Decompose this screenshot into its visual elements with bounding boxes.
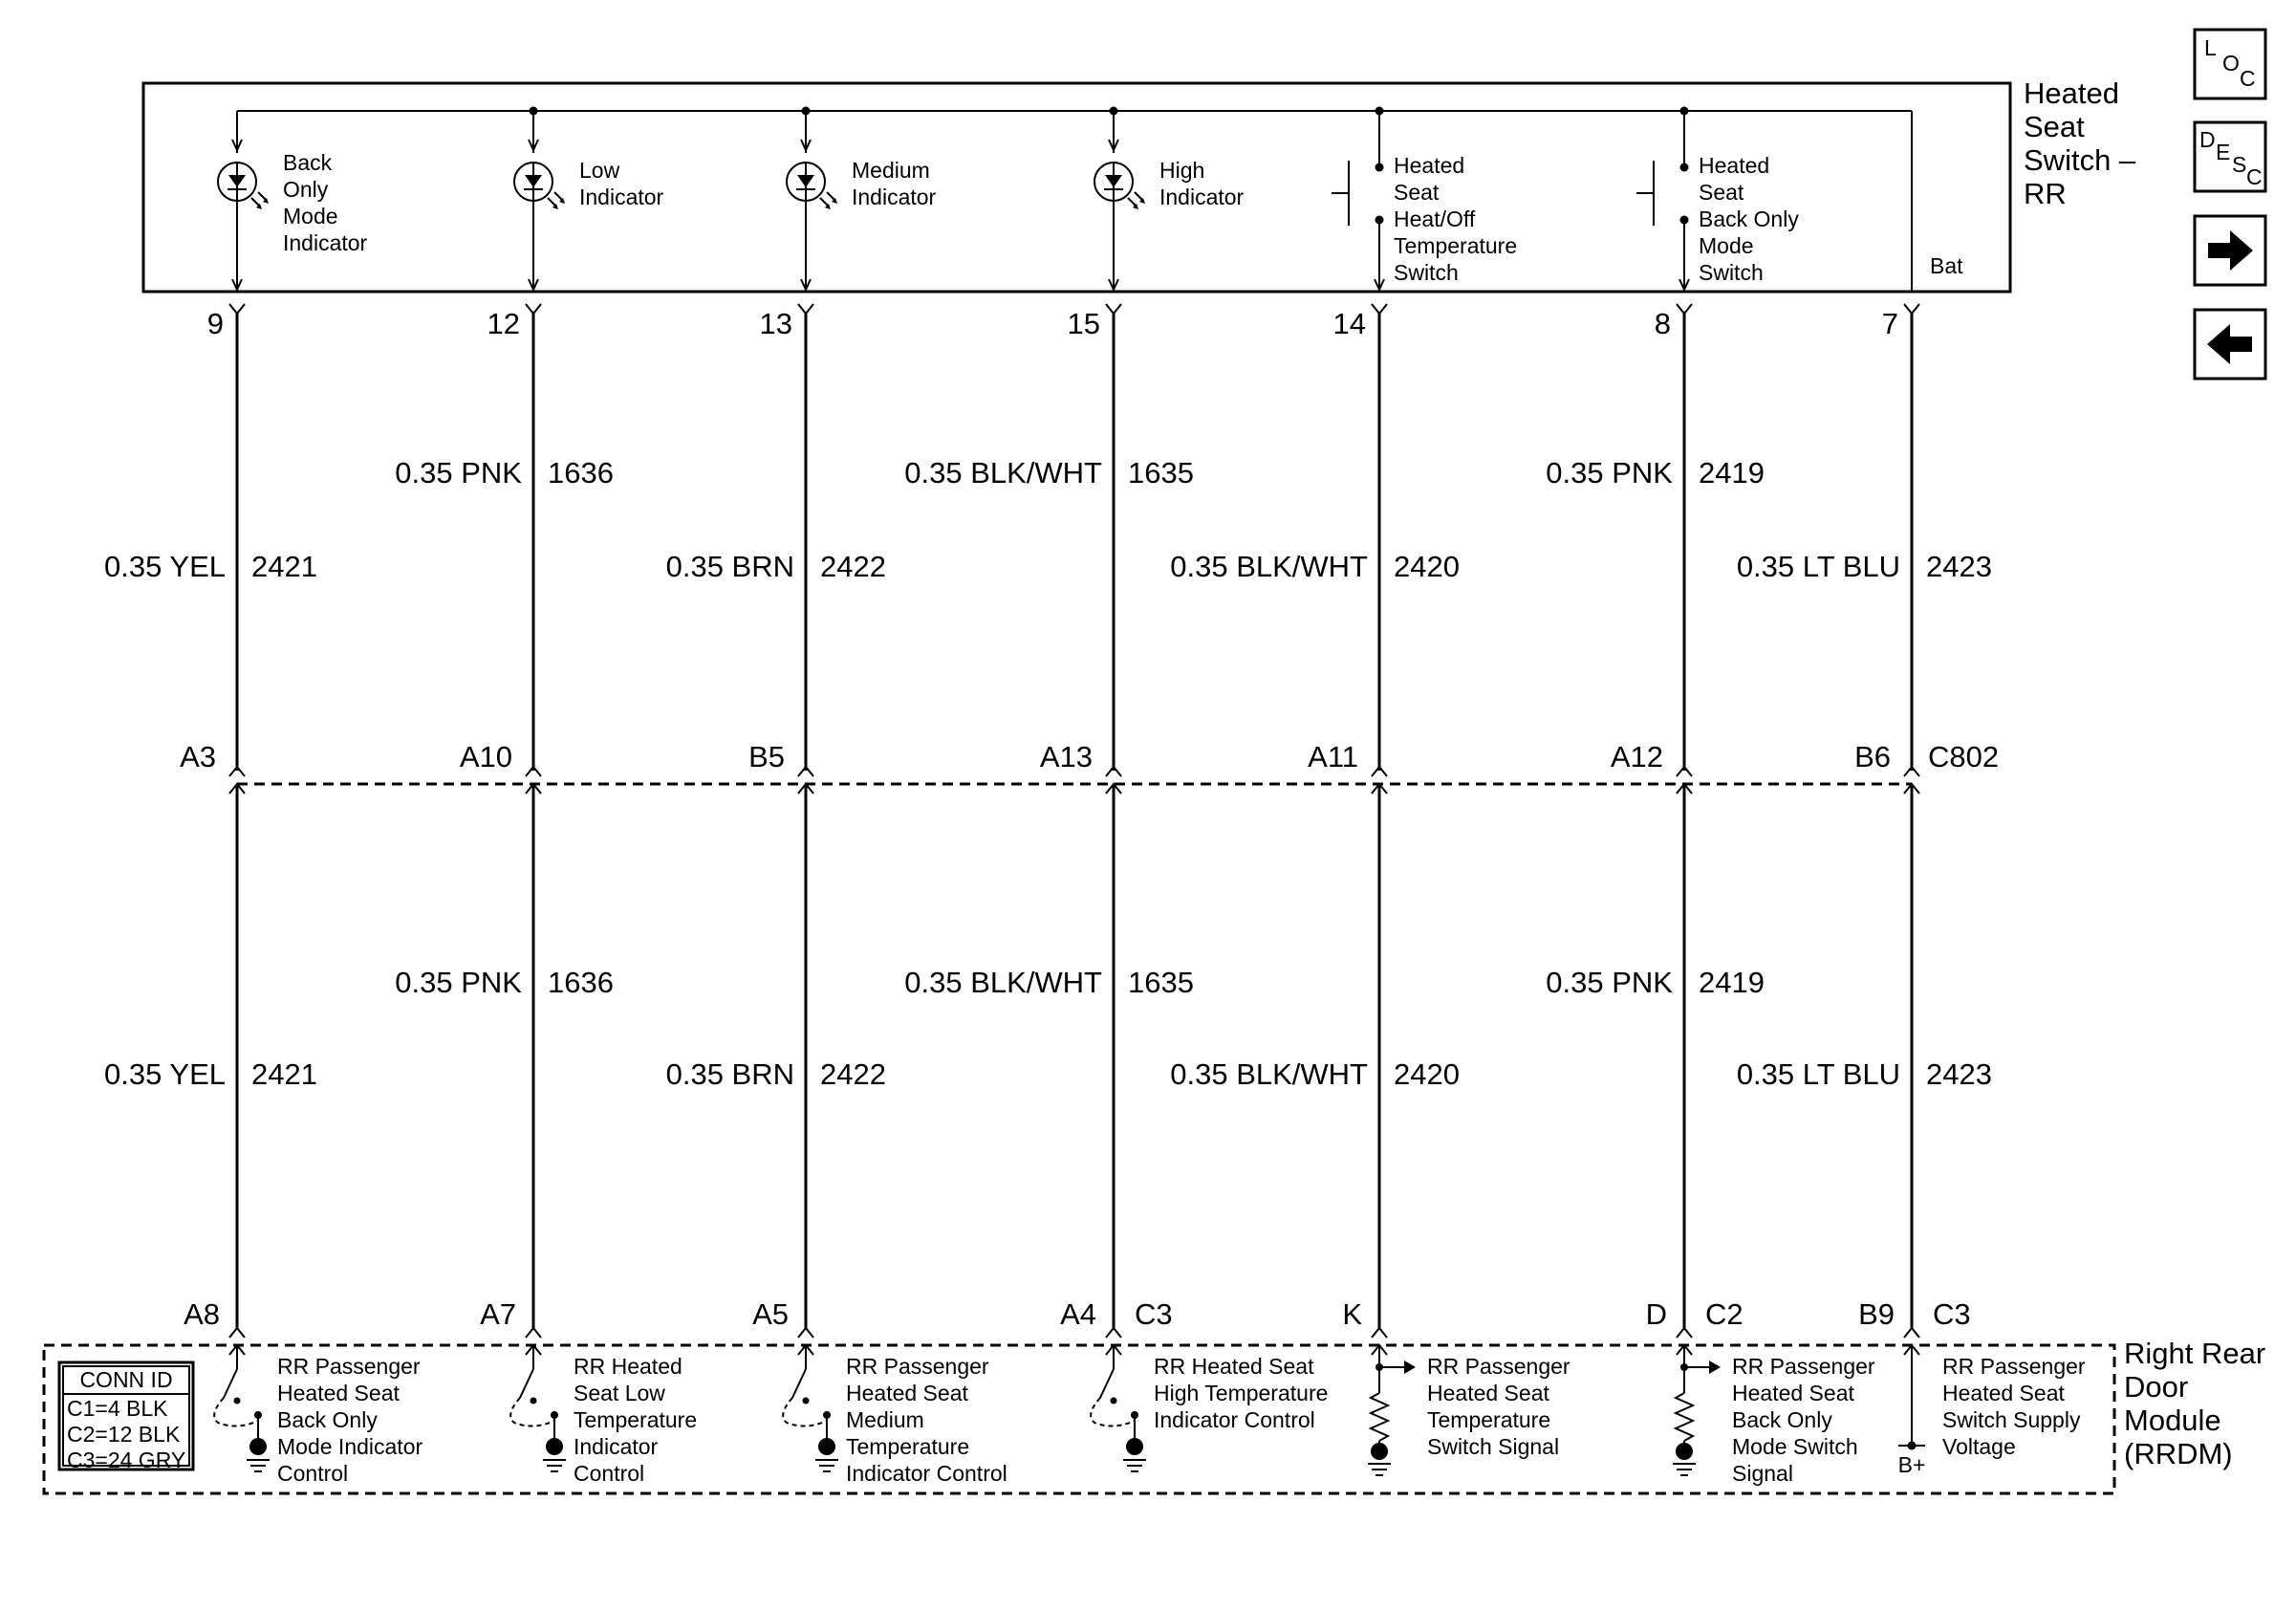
circuit-1636 xyxy=(395,304,614,1361)
wire-color-label: 0.35 PNK xyxy=(395,966,522,999)
c802-pin-label: A12 xyxy=(1610,740,1663,773)
wire-color-label: 0.35 BLK/WHT xyxy=(1170,550,1368,583)
circuit-number-label: 2420 xyxy=(1394,1057,1460,1091)
led-indicator-icon xyxy=(218,111,368,292)
pull-down-resistor-icon xyxy=(1368,1354,1570,1475)
switch-pin-label: 8 xyxy=(1654,307,1671,340)
switch-label: Switch xyxy=(1394,260,1459,285)
switch-title-line: Switch – xyxy=(2024,143,2136,177)
indicator-label: Low xyxy=(579,158,620,183)
module-connector-label: C3 xyxy=(1933,1297,1971,1331)
wire-color-label: 0.35 YEL xyxy=(104,1057,226,1091)
module-circuit-desc: Control xyxy=(277,1461,349,1486)
switch-label: Mode xyxy=(1699,233,1754,258)
wire-color-label: 0.35 BRN xyxy=(665,550,794,583)
switch-label: Heated xyxy=(1699,153,1770,178)
low-side-driver-icon xyxy=(214,1354,422,1486)
conn-id-row: C1=4 BLK xyxy=(67,1396,168,1421)
loc-letter: C xyxy=(2240,66,2256,91)
circuit-2423 xyxy=(1737,304,1992,1361)
module-circuit-desc: Voltage xyxy=(1942,1434,2016,1459)
circuit-number-label: 1635 xyxy=(1128,456,1194,490)
module-circuit-desc: Medium xyxy=(846,1407,924,1432)
module-connector-label: C2 xyxy=(1705,1297,1744,1331)
switch-label: Heat/Off xyxy=(1394,207,1476,231)
module-circuit-desc: Heated Seat xyxy=(1732,1381,1854,1405)
led-indicator-icon xyxy=(1094,111,1245,292)
indicator-label: Mode xyxy=(283,204,338,229)
pull-down-resistor-icon xyxy=(1673,1354,1875,1486)
wire-color-label: 0.35 LT BLU xyxy=(1736,1057,1900,1091)
module-circuit-desc: Heated Seat xyxy=(1942,1381,2065,1405)
module-circuit-desc: Indicator Control xyxy=(1154,1407,1315,1432)
wire-color-label: 0.35 PNK xyxy=(1546,456,1673,490)
c802-pin-label: A10 xyxy=(459,740,512,773)
desc-button[interactable] xyxy=(2195,122,2265,191)
module-circuit-desc: Indicator Control xyxy=(846,1461,1007,1486)
switch-pin-label: 9 xyxy=(206,307,224,340)
module-pin-label: D xyxy=(1645,1297,1667,1331)
circuit-2420 xyxy=(1170,304,1460,1361)
circuit-number-label: 2419 xyxy=(1699,966,1765,999)
indicator-label: Indicator xyxy=(579,185,664,209)
module-circuit-desc: RR Heated xyxy=(574,1354,682,1379)
circuit-number-label: 2422 xyxy=(820,1057,886,1091)
indicator-label: Medium xyxy=(852,158,930,183)
module-circuit-desc: Switch Signal xyxy=(1427,1434,1560,1459)
loc-letter: L xyxy=(2204,35,2217,60)
c802-pin-label: A13 xyxy=(1039,740,1093,773)
indicator-label: High xyxy=(1159,158,1205,183)
low-side-driver-icon xyxy=(783,1354,1007,1486)
module-circuit-desc: Temperature xyxy=(846,1434,970,1459)
module-circuit-desc: Indicator xyxy=(574,1434,659,1459)
circuit-number-label: 2420 xyxy=(1394,550,1460,583)
indicator-label: Indicator xyxy=(852,185,937,209)
wire-color-label: 0.35 BLK/WHT xyxy=(1170,1057,1368,1091)
module-circuit-desc: Temperature xyxy=(1427,1407,1551,1432)
module-title-line: (RRDM) xyxy=(2124,1437,2233,1470)
switch-title-line: Heated xyxy=(2024,76,2119,110)
switch-pin-label: 13 xyxy=(759,307,792,340)
indicator-label: Indicator xyxy=(1159,185,1245,209)
desc-letter: C xyxy=(2246,164,2263,189)
module-pin-label: A8 xyxy=(184,1297,220,1331)
conn-id-table xyxy=(59,1362,193,1472)
switch-pin-label: 12 xyxy=(487,307,520,340)
indicator-label: Back xyxy=(283,150,333,175)
circuit-number-label: 2423 xyxy=(1926,1057,1992,1091)
switch-title-line: Seat xyxy=(2024,110,2085,143)
next-button[interactable] xyxy=(2195,216,2265,285)
loc-letter: O xyxy=(2222,51,2240,76)
module-circuit-desc: RR Passenger xyxy=(846,1354,989,1379)
wires xyxy=(104,304,1999,1361)
circuit-2419 xyxy=(1546,304,1765,1361)
module-circuit-desc: Control xyxy=(574,1461,645,1486)
module-circuit-desc: Back Only xyxy=(1732,1407,1832,1432)
module-pin-label: B9 xyxy=(1858,1297,1895,1331)
module-circuit-desc: Signal xyxy=(1732,1461,1793,1486)
loc-button[interactable] xyxy=(2195,30,2265,98)
module-pin-label: A5 xyxy=(752,1297,789,1331)
c802-pin-label: A3 xyxy=(180,740,216,773)
module-circuit-desc: Temperature xyxy=(574,1407,698,1432)
module-pin-label: A7 xyxy=(480,1297,516,1331)
circuit-1635 xyxy=(904,304,1194,1361)
module-circuit-desc: High Temperature xyxy=(1154,1381,1329,1405)
circuit-number-label: 2421 xyxy=(251,1057,317,1091)
switch-pin-label: 7 xyxy=(1881,307,1898,340)
switch-label: Heated xyxy=(1394,153,1465,178)
low-side-driver-icon xyxy=(510,1354,697,1486)
module-circuit-desc: Switch Supply xyxy=(1942,1407,2081,1432)
module-connector-label: C3 xyxy=(1135,1297,1173,1331)
conn-id-row: C3=24 GRY xyxy=(67,1448,186,1472)
wire-color-label: 0.35 PNK xyxy=(1546,966,1673,999)
c802-pin-label: A11 xyxy=(1308,740,1358,773)
wire-color-label: 0.35 BLK/WHT xyxy=(904,456,1102,490)
module-title-line: Module xyxy=(2124,1404,2221,1437)
module-circuit-desc: Mode Switch xyxy=(1732,1434,1858,1459)
switch-label: Back Only xyxy=(1699,207,1799,231)
circuit-number-label: 1636 xyxy=(548,456,614,490)
circuit-number-label: 2419 xyxy=(1699,456,1765,490)
circuit-number-label: 2423 xyxy=(1926,550,1992,583)
led-indicator-icon xyxy=(787,111,937,292)
indicator-label: Only xyxy=(283,177,329,202)
seat-switch-icon xyxy=(1636,111,1799,292)
module-pin-label: A4 xyxy=(1060,1297,1096,1331)
wire-color-label: 0.35 PNK xyxy=(395,456,522,490)
c802-pin-label: B6 xyxy=(1854,740,1891,773)
indicator-label: Indicator xyxy=(283,230,368,255)
b-plus-label: B+ xyxy=(1897,1452,1926,1477)
bat-label: Bat xyxy=(1930,253,1963,278)
heated-seat-switch xyxy=(143,76,2136,292)
module-circuit-desc: Heated Seat xyxy=(277,1381,400,1405)
module-circuit-desc: RR Passenger xyxy=(277,1354,421,1379)
conn-id-title: CONN ID xyxy=(79,1367,173,1392)
module-circuit-desc: Heated Seat xyxy=(846,1381,968,1405)
wire-color-label: 0.35 BRN xyxy=(665,1057,794,1091)
module-circuit-desc: Back Only xyxy=(277,1407,378,1432)
led-indicator-icon xyxy=(514,111,664,292)
module-circuit-desc: RR Passenger xyxy=(1942,1354,2086,1379)
module-circuit-desc: RR Passenger xyxy=(1427,1354,1570,1379)
module-title-line: Right Rear xyxy=(2124,1337,2266,1370)
module-circuit-desc: Heated Seat xyxy=(1427,1381,1549,1405)
rrdm-module xyxy=(44,1337,2265,1493)
switch-label: Switch xyxy=(1699,260,1764,285)
circuit-number-label: 2422 xyxy=(820,550,886,583)
seat-switch-icon xyxy=(1332,111,1517,292)
desc-letter: S xyxy=(2232,152,2247,177)
module-circuit-desc: RR Heated Seat xyxy=(1154,1354,1314,1379)
desc-letter: E xyxy=(2216,140,2231,164)
switch-pin-label: 14 xyxy=(1332,307,1366,340)
c802-connector-label: C802 xyxy=(1928,740,2000,773)
module-circuit-desc: Mode Indicator xyxy=(277,1434,423,1459)
module-circuit-desc: Seat Low xyxy=(574,1381,665,1405)
wire-color-label: 0.35 BLK/WHT xyxy=(904,966,1102,999)
conn-id-row: C2=12 BLK xyxy=(67,1422,181,1447)
module-circuit-desc: RR Passenger xyxy=(1732,1354,1875,1379)
previous-button[interactable] xyxy=(2195,310,2265,379)
circuit-2421 xyxy=(104,304,317,1361)
wire-color-label: 0.35 YEL xyxy=(104,550,226,583)
switch-title-line: RR xyxy=(2024,177,2067,210)
circuit-number-label: 2421 xyxy=(251,550,317,583)
low-side-driver-icon xyxy=(1091,1354,1328,1471)
module-pin-label: K xyxy=(1342,1297,1362,1331)
wire-color-label: 0.35 LT BLU xyxy=(1736,550,1900,583)
circuit-number-label: 1635 xyxy=(1128,966,1194,999)
switch-label: Temperature xyxy=(1394,233,1518,258)
switch-pin-label: 15 xyxy=(1067,307,1100,340)
desc-letter: D xyxy=(2199,127,2216,152)
supply-voltage-icon xyxy=(1898,1354,2086,1477)
module-title-line: Door xyxy=(2124,1370,2189,1404)
circuit-2422 xyxy=(666,304,886,1361)
switch-label: Seat xyxy=(1699,180,1744,205)
c802-pin-label: B5 xyxy=(748,740,785,773)
circuit-number-label: 1636 xyxy=(548,966,614,999)
switch-label: Seat xyxy=(1394,180,1440,205)
